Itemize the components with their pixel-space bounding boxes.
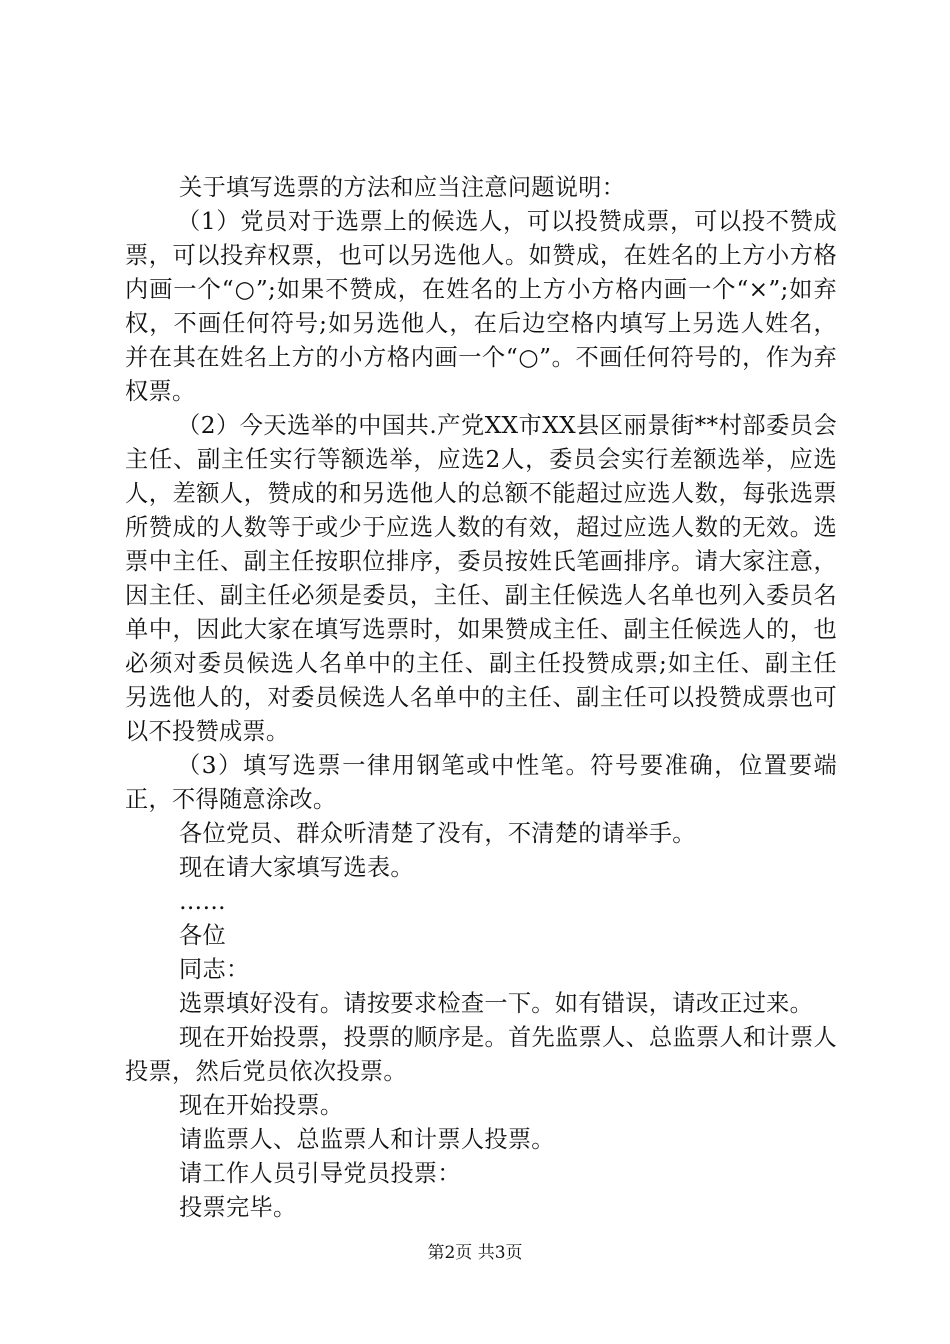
instructions-heading: 关于填写选票的方法和应当注意问题说明： xyxy=(179,174,626,201)
document-body xyxy=(125,171,837,1225)
paragraph: 选票填好没有。请按要求检查一下。如有错误，请改正过来。 xyxy=(179,990,814,1017)
page-number-footer: 第2页 共3页 xyxy=(427,1243,523,1263)
paragraph: 各位 xyxy=(179,922,226,949)
paragraph: 同志： xyxy=(179,956,250,983)
rule-paragraph-1: （1）党员对于选票上的候选人，可以投赞成票，可以投不赞成票，可以投弃权票，也可以另选他人。如赞成，在姓名的上方小方格内画一个“○”;如果不赞成，在姓名的上方小方格内画一个“×”;如弃权，不画任何符号;如另选他人，在后边空格内填写上另选人姓名，并在其在姓名上方的小方格内画一个“○”。不画任何符号的，作为弃权票。 xyxy=(125,208,837,405)
paragraph: 请监票人、总监票人和计票人投票。 xyxy=(179,1126,555,1153)
rule-paragraph-3: （3）填写选票一律用钢笔或中性笔。符号要准确，位置要端正，不得随意涂改。 xyxy=(125,752,837,813)
paragraph: 投票完毕。 xyxy=(179,1194,297,1221)
rule-paragraph-2: （2）今天选举的中国共.产党XX市XX县区丽景街**村部委员会主任、副主任实行等额选举，应选2人，委员会实行差额选举，应选人，差额人，赞成的和另选他人的总额不能超过应选人数，每张选票所赞成的人数等于或少于应选人数的有效，超过应选人数的无效。选票中主任、副主任按职位排序，委员按姓氏笔画排序。请大家注意，因主任、副主任必须是委员，主任、副主任候选人名单也列入委员名单中，因此大家在填写选票时，如果赞成主任、副主任候选人的，也必须对委员候选人名单中的主任、副主任投赞成票;如主任、副主任另选他人的，对委员候选人名单中的主任、副主任可以投赞成票也可以不投赞成票。 xyxy=(125,412,837,745)
ellipsis-line: …… xyxy=(179,888,226,915)
paragraph: 现在请大家填写选表。 xyxy=(179,854,414,881)
paragraph: 现在开始投票，投票的顺序是。首先监票人、总监票人和计票人投票，然后党员依次投票。 xyxy=(125,1024,837,1085)
paragraph: 请工作人员引导党员投票： xyxy=(179,1160,461,1187)
paragraph: 现在开始投票。 xyxy=(179,1092,344,1119)
paragraph: 各位党员、群众听清楚了没有，不清楚的请举手。 xyxy=(179,820,696,847)
